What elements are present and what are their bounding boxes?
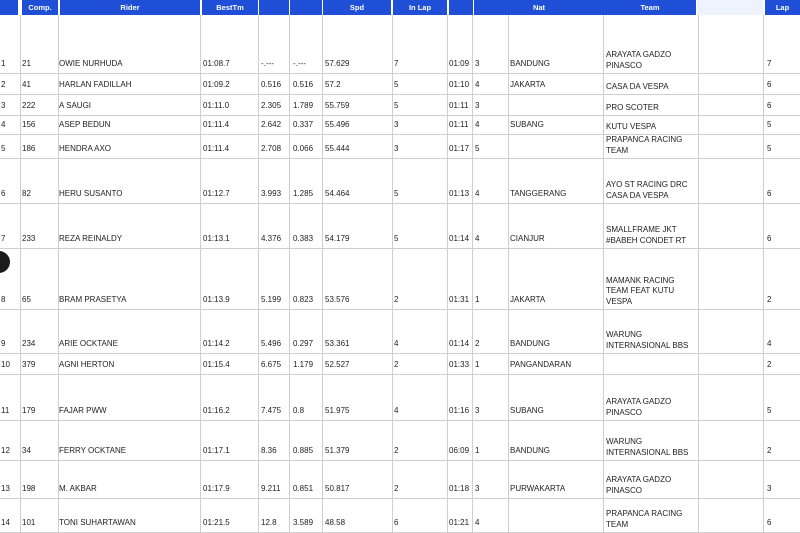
cell-rider: FERRY OCKTANE	[59, 446, 127, 455]
cell-spd: 51.975	[325, 406, 350, 415]
cell-lp: 4	[475, 80, 480, 89]
cell-inlap: 5	[394, 189, 399, 198]
cell-nat: CIANJUR	[510, 234, 545, 243]
cell-comp: 222	[22, 101, 36, 110]
cell-comp: 234	[22, 339, 36, 348]
cell-diff: 3.589	[293, 518, 314, 527]
cell-pos: 10	[1, 360, 10, 369]
cell-best: 01:09.2	[203, 80, 230, 89]
cell-comp: 41	[22, 80, 31, 89]
cell-team: PRO SCOTER	[606, 102, 659, 112]
table-row[interactable]	[0, 310, 800, 354]
cell-inlap: 7	[394, 59, 399, 68]
cell-nat: BANDUNG	[510, 339, 551, 348]
column-header[interactable]: Spd	[323, 0, 391, 15]
cell-nat: BANDUNG	[510, 446, 551, 455]
cell-diff: 0.885	[293, 446, 314, 455]
cell-nat: JAKARTA	[510, 80, 546, 89]
cell-lt: 01:31	[449, 295, 470, 304]
cell-lt: 01:16	[449, 406, 470, 415]
cell-lp: 2	[475, 339, 480, 348]
cell-lap: 7	[767, 59, 772, 68]
cell-best: 01:21.5	[203, 518, 230, 527]
cell-inlap: 3	[394, 144, 399, 153]
cell-diff: 0.337	[293, 120, 314, 129]
cell-lap: 2	[767, 446, 772, 455]
cell-spd: 57.629	[325, 59, 350, 68]
column-header[interactable]	[697, 0, 763, 15]
cell-pos: 14	[1, 518, 10, 527]
cell-pos: 13	[1, 484, 10, 493]
table-row[interactable]	[0, 116, 800, 135]
table-row[interactable]	[0, 159, 800, 204]
cell-lt: 01:33	[449, 360, 470, 369]
cell-best: 01:13.1	[203, 234, 230, 243]
cell-best: 01:17.1	[203, 446, 230, 455]
cell-lap: 6	[767, 101, 772, 110]
cell-lt: 01:11	[449, 120, 469, 129]
cell-rider: M. AKBAR	[59, 484, 97, 493]
cell-gap: 2.305	[261, 101, 282, 110]
table-row[interactable]	[0, 135, 800, 159]
cell-lp: 3	[475, 101, 480, 110]
cell-inlap: 5	[394, 234, 399, 243]
cell-pos: 2	[1, 80, 6, 89]
cell-spd: 51.379	[325, 446, 350, 455]
cell-inlap: 5	[394, 101, 399, 110]
cell-comp: 101	[22, 518, 36, 527]
cell-rider: OWIE NURHUDA	[59, 59, 123, 68]
cell-spd: 53.576	[325, 295, 350, 304]
cell-rider: HENDRA AXO	[59, 144, 112, 153]
cell-team: ARAYATA GADZO PINASCO	[606, 50, 672, 70]
cell-lap: 2	[767, 295, 772, 304]
cell-gap: 4.376	[261, 234, 282, 243]
cell-lap: 5	[767, 406, 772, 415]
column-header[interactable]	[259, 0, 289, 15]
cell-inlap: 5	[394, 80, 399, 89]
cell-best: 01:17.9	[203, 484, 230, 493]
cell-lt: 01:21	[449, 518, 470, 527]
cell-best: 01:11.4	[203, 120, 230, 129]
cell-lt: 01:18	[449, 484, 470, 493]
cell-diff: 0.516	[293, 80, 314, 89]
table-row[interactable]	[0, 461, 800, 499]
cell-diff: 0.383	[293, 234, 314, 243]
cell-best: 01:12.7	[203, 189, 230, 198]
cell-pos: 8	[1, 295, 6, 304]
cell-lap: 3	[767, 484, 772, 493]
cell-best: 01:16.2	[203, 406, 230, 415]
table-row[interactable]	[0, 499, 800, 533]
cell-rider: HARLAN FADILLAH	[59, 80, 132, 89]
cell-inlap: 4	[394, 406, 399, 415]
cell-pos: 9	[1, 339, 6, 348]
cell-best: 01:11.0	[203, 101, 230, 110]
column-header[interactable]	[0, 0, 18, 15]
cell-lp: 3	[475, 406, 480, 415]
cell-pos: 1	[1, 59, 6, 68]
cell-inlap: 4	[394, 339, 399, 348]
cell-team: PRAPANCA RACING TEAM	[606, 135, 683, 155]
table-row[interactable]	[0, 95, 800, 116]
cell-lap: 6	[767, 518, 772, 527]
cell-spd: 48.58	[325, 518, 346, 527]
cell-lap: 2	[767, 360, 772, 369]
cell-nat: PURWAKARTA	[510, 484, 566, 493]
cell-diff: 0.823	[293, 295, 314, 304]
cell-lt: 01:13	[449, 189, 470, 198]
column-header[interactable]: Lap	[765, 0, 800, 15]
cell-spd: 57.2	[325, 80, 341, 89]
table-row[interactable]	[0, 375, 800, 421]
column-header[interactable]: Nat	[474, 0, 604, 15]
cell-lap: 6	[767, 234, 772, 243]
cell-pos: 12	[1, 446, 10, 455]
cell-diff: 0.297	[293, 339, 314, 348]
column-header[interactable]: BestTm	[202, 0, 258, 15]
cell-team: WARUNG INTERNASIONAL BBS	[606, 437, 689, 457]
cell-team: CASA DA VESPA	[606, 81, 669, 91]
cell-lp: 3	[475, 484, 480, 493]
table-header	[0, 0, 800, 15]
cell-comp: 65	[22, 295, 31, 304]
cell-comp: 186	[22, 144, 36, 153]
cell-team: PRAPANCA RACING TEAM	[606, 509, 683, 529]
cell-gap: -.---	[261, 59, 274, 68]
cell-comp: 21	[22, 59, 31, 68]
cell-gap: 0.516	[261, 80, 282, 89]
cell-diff: 1.179	[293, 360, 314, 369]
cell-nat: SUBANG	[510, 406, 544, 415]
cell-gap: 6.675	[261, 360, 282, 369]
cell-lp: 4	[475, 234, 480, 243]
cell-best: 01:13.9	[203, 295, 230, 304]
cell-best: 01:15.4	[203, 360, 230, 369]
cell-spd: 55.444	[325, 144, 350, 153]
cell-diff: 0.066	[293, 144, 314, 153]
cell-lt: 01:17	[449, 144, 470, 153]
cell-comp: 82	[22, 189, 31, 198]
cell-lp: 1	[475, 295, 480, 304]
cell-lt: 01:14	[449, 339, 470, 348]
cell-spd: 50.817	[325, 484, 350, 493]
column-header[interactable]: Team	[604, 0, 696, 15]
cell-lap: 6	[767, 189, 772, 198]
cell-best: 01:11.4	[203, 144, 230, 153]
cell-rider: BRAM PRASETYA	[59, 295, 127, 304]
cell-comp: 179	[22, 406, 36, 415]
cell-diff: 1.789	[293, 101, 314, 110]
cell-gap: 2.642	[261, 120, 282, 129]
cell-diff: 0.851	[293, 484, 314, 493]
cell-lt: 01:10	[449, 80, 470, 89]
column-header[interactable]	[290, 0, 322, 15]
cell-inlap: 2	[394, 360, 399, 369]
cell-lp: 4	[475, 518, 480, 527]
cell-rider: A SAUGI	[59, 101, 92, 110]
cell-spd: 53.361	[325, 339, 350, 348]
cell-lt: 01:09	[449, 59, 470, 68]
cell-comp: 156	[22, 120, 36, 129]
cell-lt: 01:14	[449, 234, 470, 243]
cell-rider: AGNI HERTON	[59, 360, 115, 369]
cell-lp: 3	[475, 59, 480, 68]
cell-inlap: 6	[394, 518, 399, 527]
cell-comp: 379	[22, 360, 36, 369]
cell-team: MAMANK RACING TEAM FEAT KUTU VESPA	[606, 275, 675, 306]
column-header[interactable]	[449, 0, 473, 15]
column-header[interactable]: Comp.	[22, 0, 58, 15]
cell-pos: 7	[1, 234, 6, 243]
cell-lap: 4	[767, 339, 772, 348]
cell-spd: 54.179	[325, 234, 350, 243]
cell-comp: 34	[22, 446, 31, 455]
cell-inlap: 2	[394, 446, 399, 455]
table-row[interactable]	[0, 204, 800, 249]
cell-lp: 4	[475, 189, 480, 198]
cell-lp: 4	[475, 120, 480, 129]
table-row[interactable]	[0, 249, 800, 310]
cell-inlap: 3	[394, 120, 399, 129]
cell-team: KUTU VESPA	[606, 121, 657, 131]
cell-pos: 11	[1, 406, 10, 415]
cell-team: ARAYATA GADZO PINASCO	[606, 475, 672, 495]
cell-rider: ASEP BEDUN	[59, 120, 111, 129]
table-row[interactable]	[0, 15, 800, 74]
cell-team: ARAYATA GADZO PINASCO	[606, 397, 672, 417]
cell-comp: 198	[22, 484, 36, 493]
cell-lap: 5	[767, 120, 772, 129]
cell-pos: 6	[1, 189, 6, 198]
cell-spd: 55.759	[325, 101, 350, 110]
cell-gap: 12.8	[261, 518, 277, 527]
cell-lap: 6	[767, 80, 772, 89]
cell-diff: -.---	[293, 59, 306, 68]
cell-gap: 7.475	[261, 406, 282, 415]
cell-gap: 9.211	[261, 484, 281, 493]
cell-best: 01:14.2	[203, 339, 230, 348]
cell-lap: 5	[767, 144, 772, 153]
cell-rider: TONI SUHARTAWAN	[59, 518, 136, 527]
cell-inlap: 2	[394, 295, 399, 304]
cell-diff: 0.8	[293, 406, 305, 415]
cell-pos: 4	[1, 120, 6, 129]
table-row[interactable]	[0, 74, 800, 95]
cell-gap: 5.496	[261, 339, 282, 348]
cell-lp: 1	[475, 446, 480, 455]
cell-rider: REZA REINALDY	[59, 234, 123, 243]
cell-nat: TANGGERANG	[510, 189, 567, 198]
cell-best: 01:08.7	[203, 59, 230, 68]
cell-inlap: 2	[394, 484, 399, 493]
cell-team: SMALLFRAME JKT #BABEH CONDET RT	[606, 225, 687, 245]
cell-lt: 06:09	[449, 446, 470, 455]
cell-rider: HERU SUSANTO	[59, 189, 123, 198]
cell-gap: 3.993	[261, 189, 282, 198]
cell-pos: 3	[1, 101, 6, 110]
cell-gap: 5.199	[261, 295, 282, 304]
cell-pos: 5	[1, 144, 6, 153]
cell-lp: 5	[475, 144, 480, 153]
cell-team: AYO ST RACING DRC CASA DA VESPA	[606, 180, 688, 200]
cell-rider: FAJAR PWW	[59, 406, 107, 415]
cell-nat: JAKARTA	[510, 295, 546, 304]
cell-diff: 1.285	[293, 189, 314, 198]
table-row[interactable]	[0, 354, 800, 375]
cell-nat: SUBANG	[510, 120, 544, 129]
column-header[interactable]: In Lap	[393, 0, 447, 15]
cell-lp: 1	[475, 360, 480, 369]
cell-rider: ARIE OCKTANE	[59, 339, 118, 348]
cell-lt: 01:11	[449, 101, 469, 110]
cell-spd: 52.527	[325, 360, 350, 369]
results-table	[0, 15, 800, 533]
cell-nat: PANGANDARAN	[510, 360, 572, 369]
cell-spd: 54.464	[325, 189, 350, 198]
cell-comp: 233	[22, 234, 36, 243]
column-header[interactable]: Rider	[60, 0, 200, 15]
cell-gap: 8.36	[261, 446, 277, 455]
cell-spd: 55.496	[325, 120, 350, 129]
cell-nat: BANDUNG	[510, 59, 551, 68]
cell-team: WARUNG INTERNASIONAL BBS	[606, 330, 689, 350]
cell-gap: 2.708	[261, 144, 282, 153]
table-row[interactable]	[0, 421, 800, 461]
